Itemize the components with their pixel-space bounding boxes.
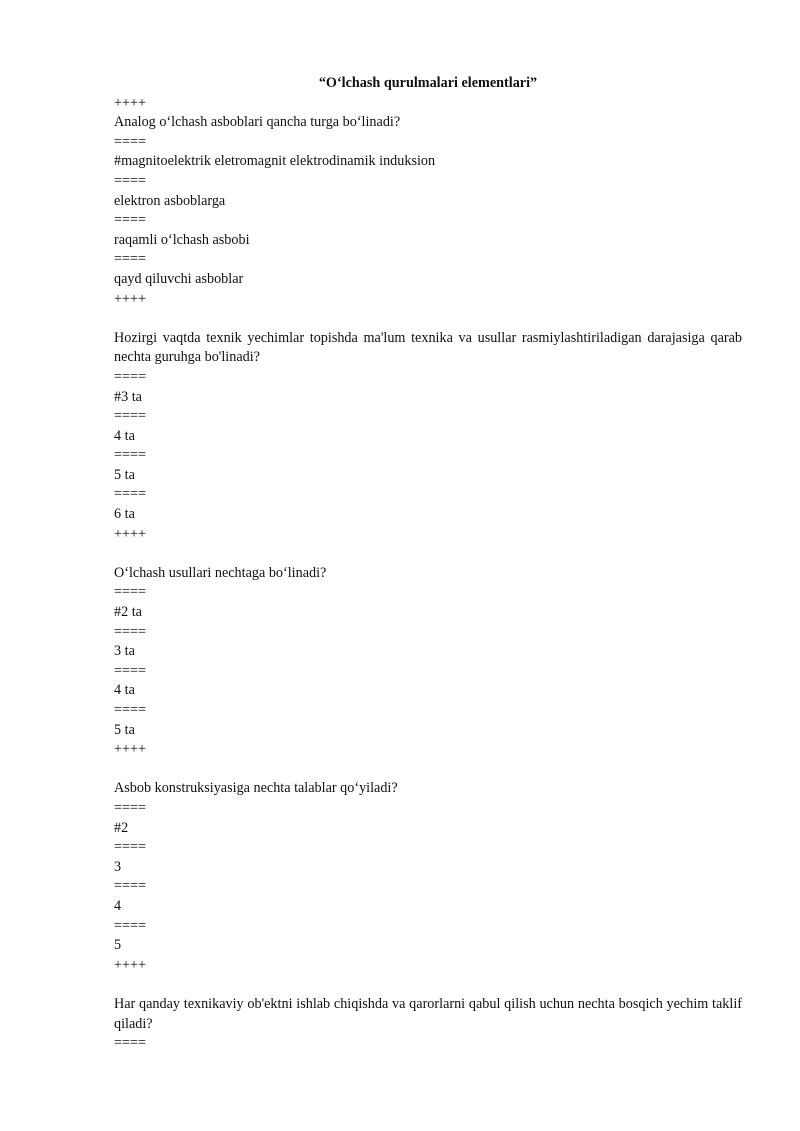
- paragraph-gap: [114, 760, 742, 780]
- option-separator: ====: [114, 133, 147, 150]
- correct-answer-option: #3 ta: [114, 388, 142, 405]
- option-separator: ====: [114, 447, 147, 464]
- question-text: Hozirgi vaqtda texnik yechimlar topishda ma'lum texnika va usullar rasmiylashtiriladigan darajasiga qarab nechta guruhga bo'linadi?: [114, 329, 742, 366]
- option-separator: ====: [114, 368, 147, 385]
- option-separator: ====: [114, 878, 147, 895]
- answer-option: 6 ta: [114, 506, 135, 523]
- option-separator: ====: [114, 584, 147, 601]
- paragraph-gap: [114, 544, 742, 564]
- option-separator: ====: [114, 251, 147, 268]
- option-separator: ====: [114, 702, 147, 718]
- document-title: “O‘lchash qurulmalari elementlari”: [318, 75, 538, 91]
- question-separator: ++++: [114, 290, 147, 307]
- answer-option: raqamli o‘lchash asbobi: [114, 231, 250, 248]
- question-text: Har qanday texnikaviy ob'ektni ishlab chiqishda va qarorlarni qabul qilish uchun nechta bosqich yechim taklif qiladi?: [114, 995, 742, 1032]
- option-separator: ====: [114, 486, 147, 503]
- question-separator: ++++: [114, 741, 147, 758]
- option-separator: ====: [114, 172, 147, 189]
- option-separator: ====: [114, 662, 147, 679]
- option-separator: ====: [114, 212, 147, 229]
- option-separator: ====: [114, 799, 147, 816]
- question-text: Asbob konstruksiyasiga nechta talablar qo‘yiladi?: [114, 780, 398, 797]
- answer-option: qayd qiluvchi asboblar: [114, 270, 244, 287]
- answer-option: 3: [114, 858, 122, 875]
- paragraph-gap: [114, 309, 742, 329]
- correct-answer-option: #2 ta: [114, 604, 142, 621]
- question-separator: ++++: [114, 525, 147, 542]
- question-separator: ++++: [114, 956, 147, 973]
- question-separator: ++++: [114, 94, 147, 111]
- answer-option: 4: [114, 897, 122, 914]
- option-separator: ====: [114, 623, 147, 640]
- question-text: O‘lchash usullari nechtaga bo‘linadi?: [114, 564, 327, 581]
- answer-option: 4 ta: [114, 427, 135, 444]
- answer-option: 4 ta: [114, 682, 135, 699]
- answer-option: 5: [114, 937, 122, 954]
- correct-answer-option: #magnitoelektrik eletromagnit elektrodinamik induksion: [114, 153, 436, 170]
- answer-option: 5 ta: [114, 466, 135, 483]
- answer-option: 3 ta: [114, 643, 135, 660]
- answer-option: 5 ta: [114, 721, 135, 738]
- question-text: Analog o‘lchash asboblari qancha turga bo‘linadi?: [114, 114, 401, 131]
- option-separator: ====: [114, 839, 147, 856]
- paragraph-gap: [114, 975, 742, 995]
- correct-answer-option: #2: [114, 819, 129, 836]
- option-separator: ====: [114, 408, 147, 425]
- option-separator: ====: [114, 917, 147, 934]
- answer-option: elektron asboblarga: [114, 192, 226, 209]
- document-body: [114, 94, 742, 1054]
- option-separator: ====: [114, 1035, 147, 1052]
- document-page: [114, 74, 742, 1054]
